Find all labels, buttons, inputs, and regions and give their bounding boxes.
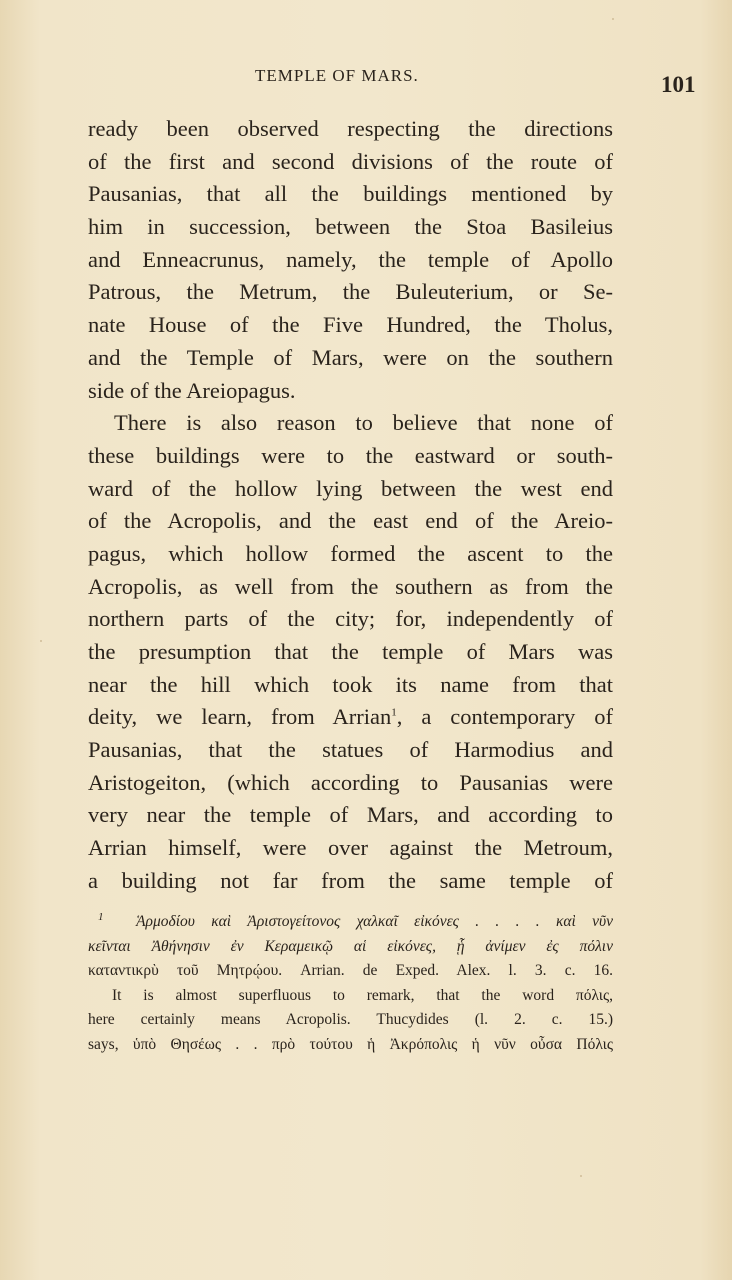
paper-speck [580, 1175, 582, 1177]
arrian-text: deity, we learn, from Arrian [88, 704, 392, 730]
footnote-line: It is almost superfluous to remark, that the word πόλις, [112, 986, 613, 1004]
text-line: Patrous, the Metrum, the Buleuterium, or Se- [88, 279, 613, 305]
text-line: Aristogeiton, (which according to Pausanias were [88, 769, 613, 795]
text-line: pagus, which hollow formed the ascent to the [88, 540, 613, 566]
running-title: TEMPLE OF MARS. [255, 66, 419, 85]
footnote-line: here certainly means Acropolis. Thucydides (l. 2. c. 15.) [88, 1011, 613, 1028]
text-line-with-footnote [88, 701, 613, 734]
footnotes [88, 910, 613, 1057]
text-line: Acropolis, as well from the southern as from the [88, 573, 613, 599]
footnote-line: says, ὑπὸ Θησέως . . πρὸ τούτου ἡ Ἀκρόπολις ἡ νῦν οὖσα Πόλις [88, 1035, 613, 1053]
footnote-line [88, 910, 613, 935]
text-line: nate House of the Five Hundred, the Tholus, [88, 312, 613, 338]
text-line: a building not far from the same temple of [88, 867, 613, 893]
text-line: him in succession, between the Stoa Basileius [88, 214, 613, 240]
footnote-reference: 1 [391, 706, 397, 719]
text-line: of the first and second divisions of the route of [88, 148, 613, 174]
page-header [0, 66, 732, 106]
text-line: these buildings were to the eastward or south- [88, 442, 613, 468]
body-text [88, 113, 613, 898]
text-line: and Enneacrunus, namely, the temple of Apollo [88, 246, 613, 272]
arrian-text-rest: , a contemporary of [396, 704, 613, 730]
text-line: Pausanias, that all the buildings mentioned by [88, 181, 613, 207]
text-line: ready been observed respecting the directions [88, 116, 613, 141]
page-number: 101 [661, 72, 696, 97]
footnote-line: καταντικρὺ τοῦ Μητρῴου. Arrian. de Exped. Alex. l. 3. c. 16. [88, 962, 613, 979]
text-line: ward of the hollow lying between the west end [88, 475, 613, 501]
footnote-marker: 1 [98, 910, 104, 923]
paper-speck [40, 640, 42, 642]
footnote-text: Ἁρμοδίου καὶ Ἀριστογείτονος χαλκαῖ εἰκόνες . . . . καὶ νῦν [136, 913, 614, 930]
text-line: very near the temple of Mars, and according to [88, 802, 613, 828]
paper-speck [612, 18, 614, 20]
text-line: and the Temple of Mars, were on the southern [88, 344, 613, 370]
text-line: Arrian himself, were over against the Metroum, [88, 835, 613, 861]
text-line: Pausanias, that the statues of Harmodius and [88, 737, 613, 763]
text-line: the presumption that the temple of Mars was [88, 639, 613, 664]
text-line: of the Acropolis, and the east end of the Areio- [88, 508, 613, 534]
footnote-line: κεῖνται Ἀθήνησιν ἐν Κεραμεικῷ αἱ εἰκόνες, ᾗ ἀνίμεν ἐς πόλιν [88, 937, 613, 955]
text-line: near the hill which took its name from that [88, 671, 613, 697]
text-line: side of the Areiopagus. [88, 377, 296, 403]
text-line: northern parts of the city; for, independently of [88, 606, 613, 632]
text-line: There is also reason to believe that none of [114, 410, 613, 436]
